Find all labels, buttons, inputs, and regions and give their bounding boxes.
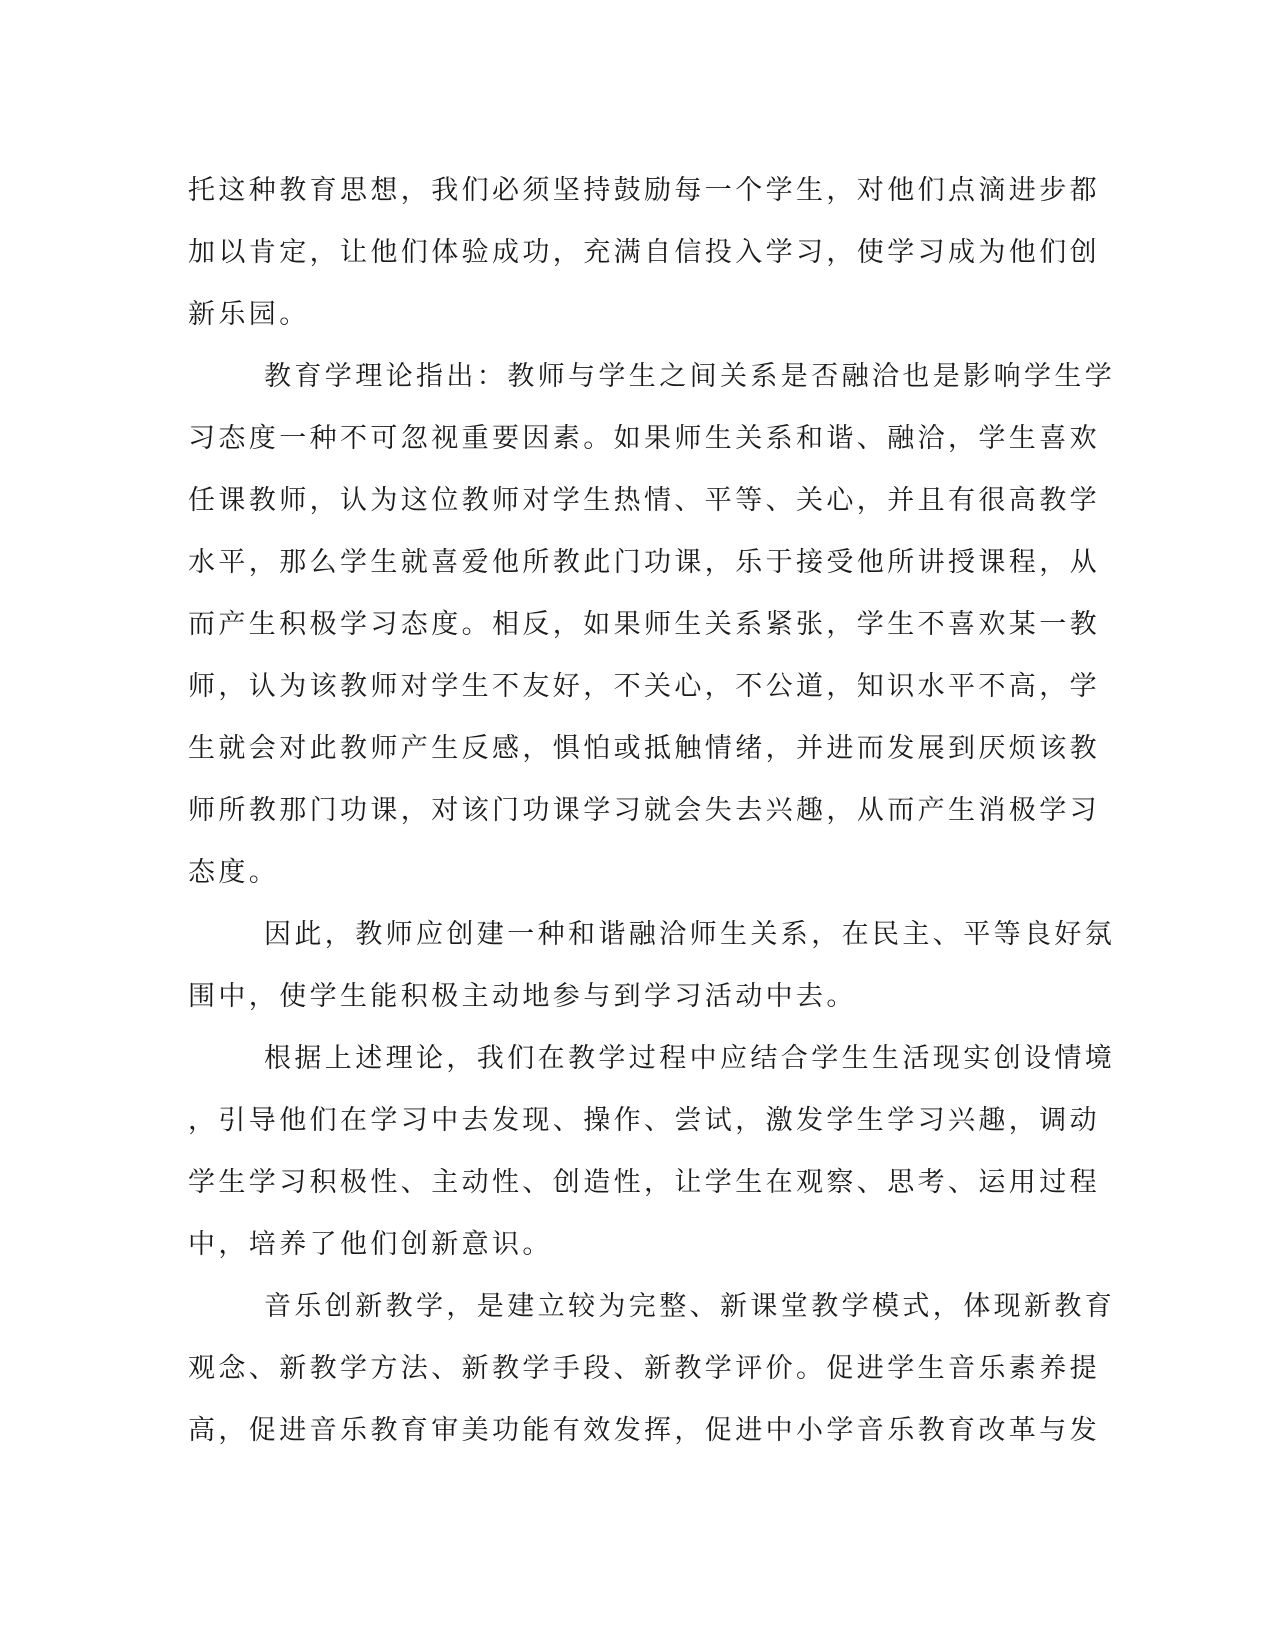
paragraph-line: 新乐园。 [188, 299, 310, 330]
paragraph-line: 因此，教师应创建一种和谐融洽师生关系，在民主、平等良好氛 [264, 919, 1116, 950]
paragraph-line: 中，培养了他们创新意识。 [188, 1229, 553, 1260]
paragraph-line: 水平，那么学生就喜爱他所教此门功课，乐于接受他所讲授课程，从 [188, 547, 1100, 578]
paragraph-line: 围中，使学生能积极主动地参与到学习活动中去。 [188, 981, 857, 1012]
paragraph-line: 师所教那门功课，对该门功课学习就会失去兴趣，从而产生消极学习 [188, 795, 1100, 826]
paragraph-line: ，引导他们在学习中去发现、操作、尝试，激发学生学习兴趣，调动 [188, 1105, 1100, 1136]
paragraph-line: 任课教师，认为这位教师对学生热情、平等、关心，并且有很高教学 [188, 485, 1100, 516]
paragraph-line: 学生学习积极性、主动性、创造性，让学生在观察、思考、运用过程 [188, 1167, 1100, 1198]
paragraph-line: 态度。 [188, 857, 280, 888]
paragraph-line: 加以肯定，让他们体验成功，充满自信投入学习，使学习成为他们创 [188, 237, 1100, 268]
paragraph-line: 而产生积极学习态度。相反，如果师生关系紧张，学生不喜欢某一教 [188, 609, 1100, 640]
paragraph-line: 生就会对此教师产生反感，惧怕或抵触情绪，并进而发展到厌烦该教 [188, 733, 1100, 764]
paragraph-line: 托这种教育思想，我们必须坚持鼓励每一个学生，对他们点滴进步都 [188, 175, 1100, 206]
paragraph-line: 教育学理论指出：教师与学生之间关系是否融洽也是影响学生学 [264, 361, 1116, 392]
paragraph-line: 高，促进音乐教育审美功能有效发挥，促进中小学音乐教育改革与发 [188, 1415, 1100, 1446]
paragraph-line: 师，认为该教师对学生不友好，不关心，不公道，知识水平不高，学 [188, 671, 1100, 702]
body-text [188, 160, 1116, 1462]
paragraph-line: 根据上述理论，我们在教学过程中应结合学生生活现实创设情境 [264, 1043, 1116, 1074]
paragraph-line: 习态度一种不可忽视重要因素。如果师生关系和谐、融洽，学生喜欢 [188, 423, 1100, 454]
paragraph-line: 音乐创新教学，是建立较为完整、新课堂教学模式，体现新教育 [264, 1291, 1116, 1322]
paragraph-line: 观念、新教学方法、新教学手段、新教学评价。促进学生音乐素养提 [188, 1353, 1100, 1384]
